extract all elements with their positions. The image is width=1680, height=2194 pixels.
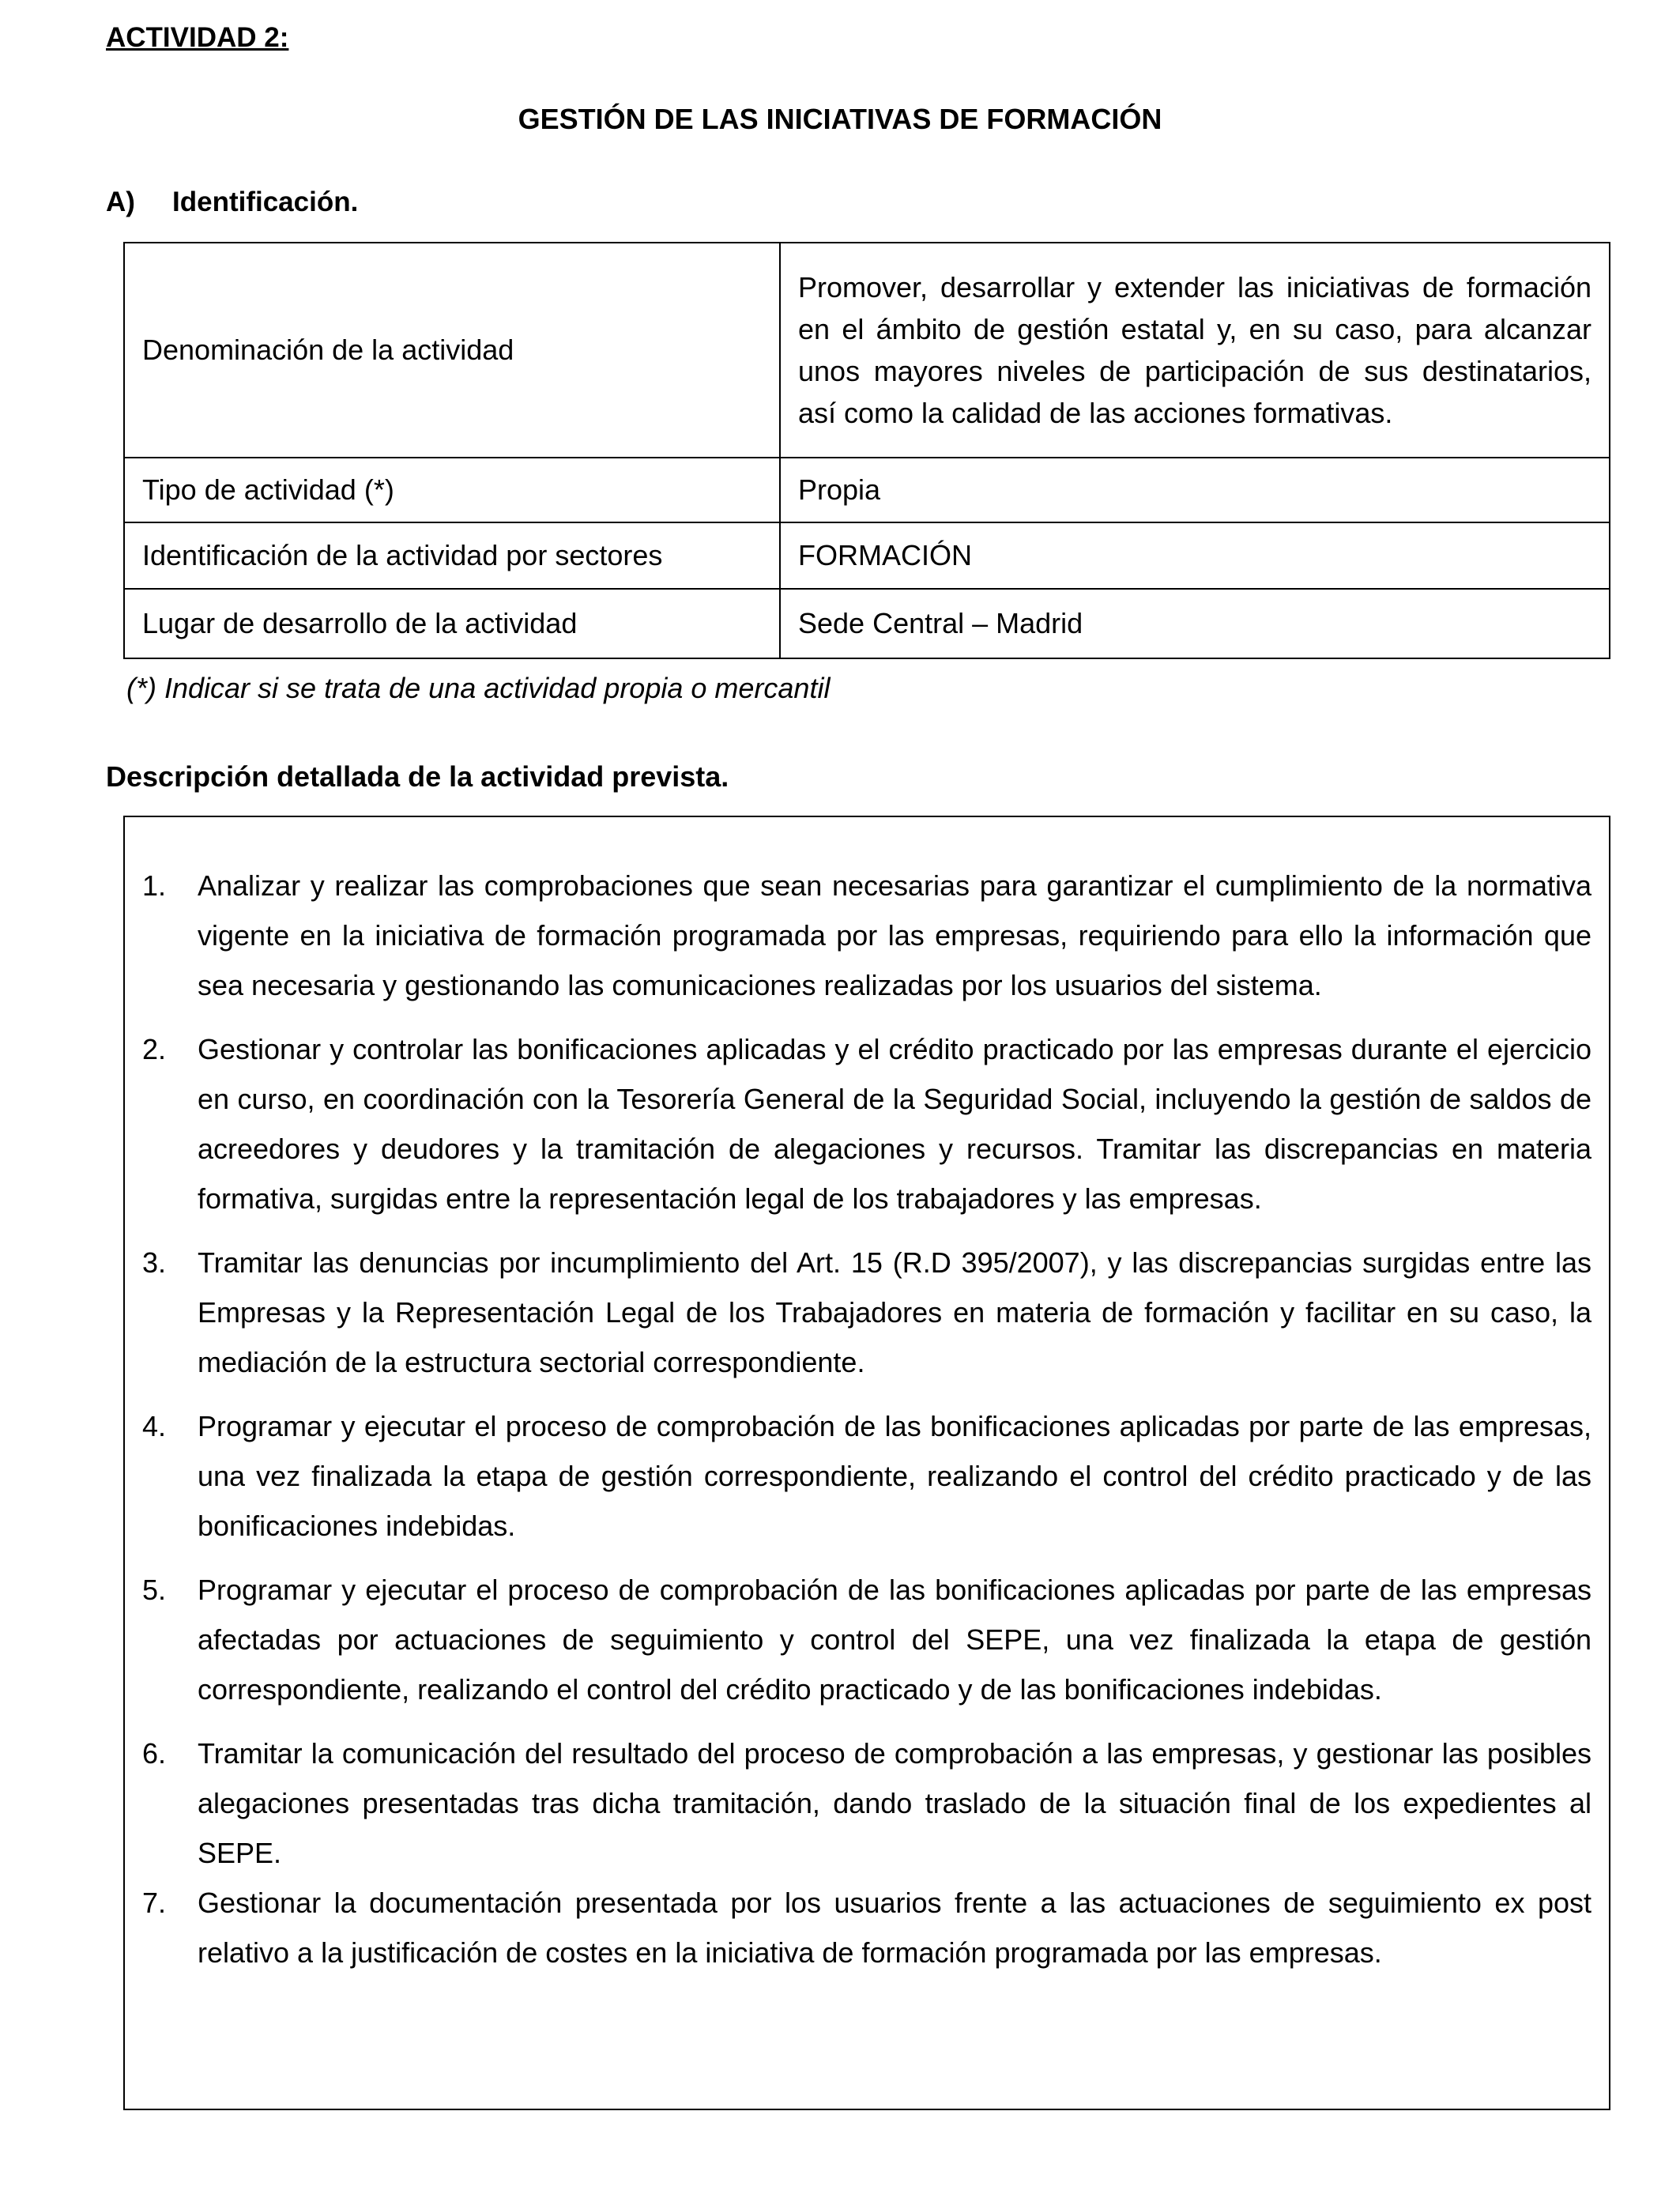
item-text: Tramitar la comunicación del resultado del proceso de comprobación a las empresas, y gestionar las posibles alegaciones presentadas tras dicha tramitación, dando traslado de la situación final de los expedientes al SEPE. bbox=[198, 1737, 1591, 1869]
list-item bbox=[125, 1401, 1609, 1551]
description-list bbox=[125, 861, 1609, 1992]
identification-table bbox=[123, 242, 1610, 659]
item-number: 1. bbox=[142, 869, 167, 902]
item-text: Gestionar la documentación presentada por los usuarios frente a las actuaciones de seguimiento ex post relativo a la justificación de costes en la iniciativa de formación programada por las empresas. bbox=[198, 1887, 1591, 1969]
item-number: 2. bbox=[142, 1033, 167, 1065]
list-item bbox=[125, 1238, 1609, 1387]
table-row bbox=[124, 522, 1610, 589]
list-item bbox=[125, 1878, 1609, 1977]
item-number: 3. bbox=[142, 1246, 167, 1279]
item-text: Programar y ejecutar el proceso de comprobación de las bonificaciones aplicadas por parte de las empresas, una vez finalizada la etapa de gestión correspondiente, realizando el control del crédito practicado y de las bonificaciones indebidas. bbox=[198, 1410, 1591, 1542]
item-number: 5. bbox=[142, 1574, 167, 1606]
item-text: Analizar y realizar las comprobaciones que sean necesarias para garantizar el cumplimiento de la normativa vigente en la iniciativa de formación programada por las empresas, requiriendo para ello la información que sea necesaria y gestionando las comunicaciones realizadas por los usuarios del sistema. bbox=[198, 869, 1591, 1001]
item-text: Gestionar y controlar las bonificaciones aplicadas y el crédito practicado por las empresas durante el ejercicio en curso, en coordinación con la Tesorería General de la Seguridad Social, incluyendo la gestión de saldos de acreedores y deudores y la tramitación de alegaciones y recursos. Tramitar las discrepancias en materia formativa, surgidas entre la representación legal de los trabajadores y las empresas. bbox=[198, 1033, 1591, 1215]
page-title: GESTIÓN DE LAS INICIATIVAS DE FORMACIÓN bbox=[518, 103, 1162, 135]
list-item bbox=[125, 1728, 1609, 1878]
section-a-heading bbox=[106, 187, 358, 218]
table-row bbox=[124, 458, 1610, 522]
row-label: Identificación de la actividad por sectores bbox=[124, 522, 780, 589]
list-item bbox=[125, 1024, 1609, 1223]
list-item bbox=[125, 1565, 1609, 1714]
activity-heading: ACTIVIDAD 2: bbox=[106, 22, 289, 53]
row-value: FORMACIÓN bbox=[780, 522, 1610, 589]
row-label: Tipo de actividad (*) bbox=[124, 458, 780, 522]
item-number: 6. bbox=[142, 1737, 167, 1770]
footnote: (*) Indicar si se trata de una actividad propia o mercantil bbox=[126, 672, 831, 704]
row-value: Propia bbox=[780, 458, 1610, 522]
section-a-letter: A) bbox=[106, 187, 135, 217]
row-value: Sede Central – Madrid bbox=[780, 589, 1610, 658]
table-row bbox=[124, 589, 1610, 658]
table-row bbox=[124, 243, 1610, 458]
description-title: Descripción detallada de la actividad prevista. bbox=[106, 760, 729, 793]
row-label: Denominación de la actividad bbox=[124, 243, 780, 458]
section-a-label: Identificación. bbox=[172, 187, 359, 217]
item-text: Tramitar las denuncias por incumplimiento del Art. 15 (R.D 395/2007), y las discrepancias surgidas entre las Empresas y la Representación Legal de los Trabajadores en materia de formación y facilitar en su caso, la mediación de la estructura sectorial correspondiente. bbox=[198, 1246, 1591, 1378]
item-text: Programar y ejecutar el proceso de comprobación de las bonificaciones aplicadas por parte de las empresas afectadas por actuaciones de seguimiento y control del SEPE, una vez finalizada la etapa de gestión correspondiente, realizando el control del crédito practicado y de las bonificaciones indebidas. bbox=[198, 1574, 1591, 1706]
row-label: Lugar de desarrollo de la actividad bbox=[124, 589, 780, 658]
item-number: 7. bbox=[142, 1887, 167, 1919]
list-item bbox=[125, 861, 1609, 1010]
description-box bbox=[123, 816, 1610, 2110]
row-value: Promover, desarrollar y extender las iniciativas de formación en el ámbito de gestión estatal y, en su caso, para alcanzar unos mayores niveles de participación de sus destinatarios, así como la calidad de las acciones formativas. bbox=[780, 243, 1610, 458]
item-number: 4. bbox=[142, 1410, 167, 1442]
